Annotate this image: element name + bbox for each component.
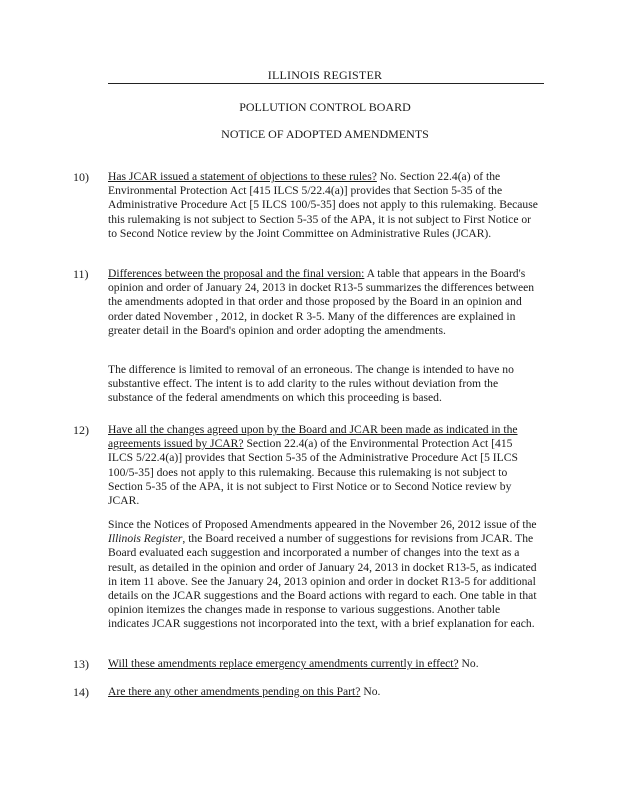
- register-title: ILLINOIS REGISTER: [267, 68, 383, 82]
- item-answer: No.: [461, 657, 479, 670]
- item-answer: No. Section 22.4(a) of the Environmental Protection Act [415 ILCS 5/22.4(a)] provides that Section 5-35 of the Administrative Procedure Act [5 ILCS 100/5-35] does not apply to this rulemaking. Because this rulemaking is not subject to Section 5-35 of the APA, it is not subject to First Notice or to Second Notice review by the Joint Committee on Administrative Rules (JCAR).: [108, 170, 538, 240]
- item-paragraph: [108, 685, 538, 699]
- item-number: 12): [73, 423, 89, 437]
- item-extra-paragraph: [108, 518, 538, 632]
- item-number: 13): [73, 657, 89, 671]
- item-answer: A table that appears in the Board's opinion and order of January 24, 2013 in docket R13-5 summarizes the differences between the amendments adopted in that order and those proposed by the Board in an opinion and order dated November , 2012, in docket R 3-5. Many of the differences are explained in greater detail in the Board's opinion and order adopting the amendments.: [108, 267, 535, 337]
- publication-name: Illinois Register: [108, 532, 183, 546]
- item-number: 14): [73, 685, 89, 699]
- extra-text-start: Since the Notices of Proposed Amendments appeared in the November 26, 2012 issue of the: [108, 518, 537, 531]
- notice-type-title: NOTICE OF ADOPTED AMENDMENTS: [221, 127, 429, 141]
- header-rule: [108, 83, 544, 84]
- item-number: 10): [73, 170, 89, 184]
- agency-title: POLLUTION CONTROL BOARD: [239, 100, 411, 114]
- extra-text-end: , the Board received a number of suggestions for revisions from JCAR. The Board evaluated each suggestion and incorporated a number of changes into the text as a result, as detailed in the opinion and order of January 24, 2013 in docket R13-5, as indicated in item 11 above. See the January 24, 2013 opinion and order in docket R13-5 for additional details on the JCAR suggestions and the Board actions with regard to each. One table in that opinion itemizes the changes made in response to various suggestions. Another table indicates JCAR suggestions not incorporated into the text, with a brief explanation for each.: [108, 532, 537, 631]
- item-question: Differences between the proposal and the final version:: [108, 267, 365, 280]
- item-question: Are there any other amendments pending on this Part?: [108, 685, 361, 698]
- item-question: Have all the changes agreed upon by the Board and JCAR been made as indicated in the agreements issued by JCAR?: [108, 423, 518, 451]
- item-extra-paragraph: The difference is limited to removal of an erroneous. The change is intended to have no substantive effect. The intent is to add clarity to the rules without deviation from the substance of the federal amendments on which this proceeding is based.: [108, 363, 514, 405]
- item-paragraph: [108, 423, 538, 508]
- item-answer: No.: [363, 685, 381, 698]
- item-paragraph: [108, 170, 538, 241]
- item-question: Will these amendments replace emergency amendments currently in effect?: [108, 657, 459, 670]
- item-number: 11): [73, 267, 89, 281]
- item-paragraph: [108, 657, 538, 671]
- item-question: Has JCAR issued a statement of objections to these rules?: [108, 170, 377, 183]
- item-paragraph: [108, 267, 538, 338]
- item-answer: Section 22.4(a) of the Environmental Protection Act [415 ILCS 5/22.4(a)] provides that Section 5-35 of the Administrative Procedure Act [5 ILCS 100/5-35] does not apply to this rulemaking. Because this rulemaking is not subject to Section 5-35 of the APA, it is not subject to First Notice or to Second Notice review by JCAR.: [108, 437, 518, 508]
